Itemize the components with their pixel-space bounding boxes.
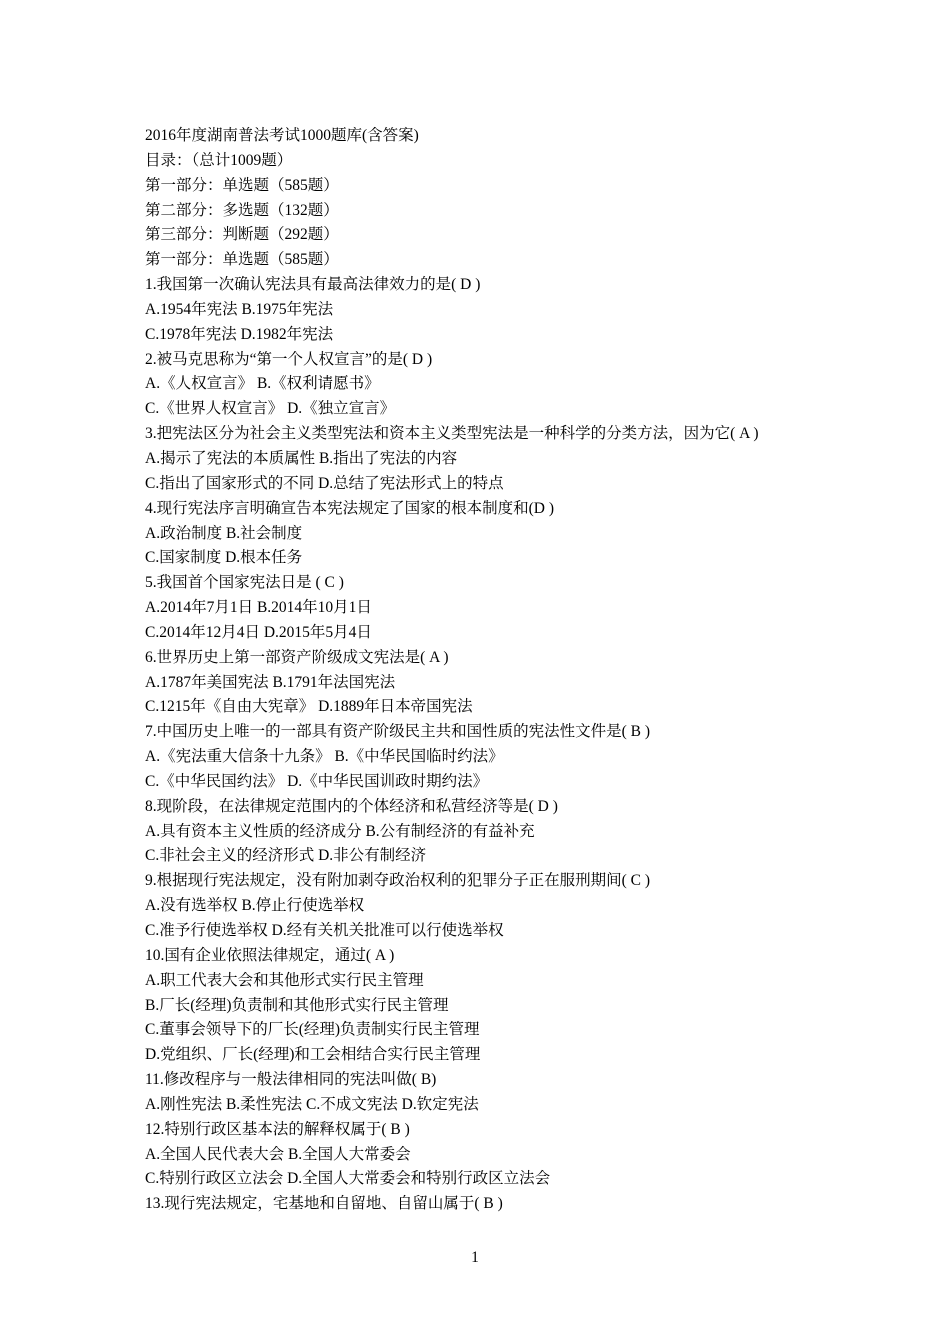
answer-options: A.没有选举权 B.停止行使选举权	[145, 897, 365, 915]
answer-options: C.《世界人权宣言》 D.《独立宣言》	[145, 400, 396, 418]
answer-options: A.2014年7月1日 B.2014年10月1日	[145, 599, 372, 617]
question: 9.根据现行宪法规定，没有附加剥夺政治权利的犯罪分子正在服刑期间( C )	[145, 872, 651, 890]
answer-options: C.国家制度 D.根本任务	[145, 549, 303, 567]
question: 5.我国首个国家宪法日是 ( C )	[145, 574, 344, 592]
answer-options: C.指出了国家形式的不同 D.总结了宪法形式上的特点	[145, 474, 504, 492]
page-number: 1	[471, 1249, 479, 1266]
answer-options: C.特别行政区立法会 D.全国人大常委会和特别行政区立法会	[145, 1170, 551, 1188]
answer-option: D.党组织、厂长(经理)和工会相结合实行民主管理	[145, 1046, 481, 1064]
answer-options: A.具有资本主义性质的经济成分 B.公有制经济的有益补充	[145, 822, 535, 840]
answer-option: C.董事会领导下的厂长(经理)负责制实行民主管理	[145, 1021, 480, 1039]
document-title: 2016年度湖南普法考试1000题库(含答案)	[145, 127, 419, 144]
question: 11.修改程序与一般法律相同的宪法叫做( B)	[145, 1071, 437, 1089]
question: 6.世界历史上第一部资产阶级成文宪法是( A )	[145, 648, 449, 666]
question: 10.国有企业依照法律规定，通过( A )	[145, 946, 395, 964]
answer-options: C.非社会主义的经济形式 D.非公有制经济	[145, 847, 427, 865]
answer-options: A.《宪法重大信条十九条》 B.《中华民国临时约法》	[145, 748, 504, 766]
question: 8.现阶段，在法律规定范围内的个体经济和私营经济等是( D )	[145, 797, 558, 815]
question: 4.现行宪法序言明确宣告本宪法规定了国家的根本制度和(D )	[145, 499, 555, 517]
answer-options: C.2014年12月4日 D.2015年5月4日	[145, 623, 372, 641]
answer-options: A.刚性宪法 B.柔性宪法 C.不成文宪法 D.钦定宪法	[145, 1095, 479, 1113]
document-body	[145, 124, 845, 1217]
question: 7.中国历史上唯一的一部具有资产阶级民主共和国性质的宪法性文件是( B )	[145, 723, 651, 741]
toc-item: 第二部分：多选题（132题）	[145, 201, 339, 219]
question: 1.我国第一次确认宪法具有最高法律效力的是( D )	[145, 276, 481, 294]
answer-options: C.1978年宪法 D.1982年宪法	[145, 325, 334, 343]
answer-options: A.《人权宣言》 B.《权利请愿书》	[145, 375, 380, 393]
answer-options: C.1215年《自由大宪章》 D.1889年日本帝国宪法	[145, 698, 473, 716]
question: 13.现行宪法规定，宅基地和自留地、自留山属于( B )	[145, 1195, 503, 1213]
question: 12.特别行政区基本法的解释权属于( B )	[145, 1120, 410, 1138]
answer-options: C.《中华民国约法》 D.《中华民国训政时期约法》	[145, 772, 489, 790]
question: 2.被马克思称为“第一个人权宣言”的是( D )	[145, 350, 433, 368]
answer-option: B.厂长(经理)负责制和其他形式实行民主管理	[145, 996, 449, 1014]
answer-options: A.政治制度 B.社会制度	[145, 524, 303, 542]
answer-options: A.揭示了宪法的本质属性 B.指出了宪法的内容	[145, 449, 458, 467]
toc-item: 第三部分：判断题（292题）	[145, 226, 339, 244]
answer-option: A.职工代表大会和其他形式实行民主管理	[145, 971, 424, 989]
question: 3.把宪法区分为社会主义类型宪法和资本主义类型宪法是一种科学的分类方法，因为它( A )	[145, 425, 759, 443]
toc-heading: 目录：（总计1009题）	[145, 151, 293, 169]
section-heading: 第一部分：单选题（585题）	[145, 251, 339, 269]
answer-options: A.1787年美国宪法 B.1791年法国宪法	[145, 673, 396, 691]
toc-item: 第一部分：单选题（585题）	[145, 176, 339, 194]
answer-options: A.全国人民代表大会 B.全国人大常委会	[145, 1145, 411, 1163]
answer-options: A.1954年宪法 B.1975年宪法	[145, 300, 334, 318]
answer-options: C.准予行使选举权 D.经有关机关批准可以行使选举权	[145, 922, 504, 939]
